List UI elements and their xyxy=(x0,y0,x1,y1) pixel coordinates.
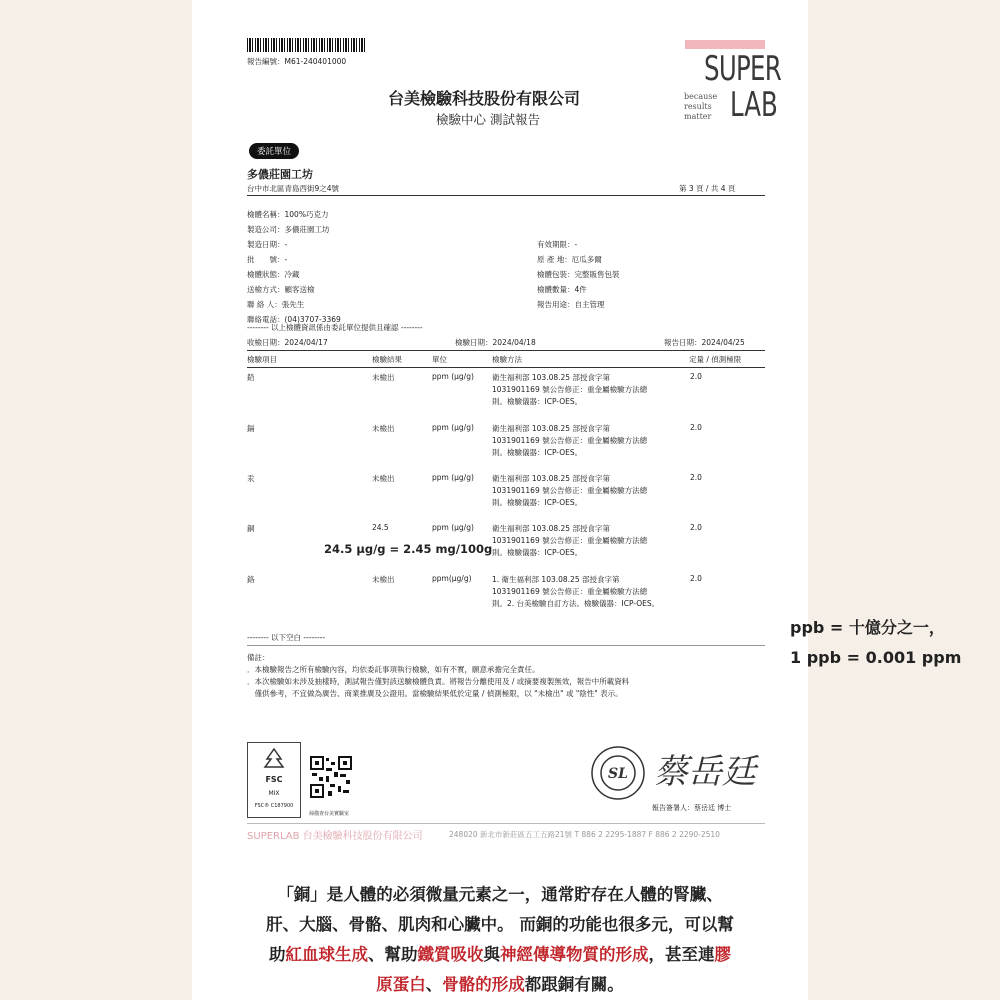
copper-conversion: 24.5 μg/g = 2.45 mg/100g xyxy=(324,542,493,556)
table-row-unit: ppm(μg/g) xyxy=(432,574,472,583)
table-row-unit: ppm (μg/g) xyxy=(432,423,474,432)
header-result: 檢驗結果 xyxy=(372,355,402,364)
table-row-limit: 2.0 xyxy=(690,523,702,532)
divider xyxy=(247,350,765,351)
client-badge: 委託單位 xyxy=(249,143,299,159)
table-row-method: 衛生福利部 103.08.25 部授食字第 1031901169 號公告修正：重金屬檢驗方法總 則。檢驗儀器：ICP-OES。 xyxy=(492,424,648,457)
footer-brand: SUPERLAB 台美檢驗科技股份有限公司 xyxy=(247,831,423,842)
signer-name: 報告簽署人：蔡岳廷 博士 xyxy=(652,804,732,812)
sample-info-left: 檢體名稱：100%巧克力 製造公司：多儂莊園工坊 製造日期：- 批 號：- 檢體狀態：冷藏 送檢方式：顧客送檢 聯 絡 人：張先生 聯絡電話：(04)3707-3369 xyxy=(247,210,341,324)
signature: 蔡岳廷 xyxy=(654,752,756,792)
logo-accent-bar xyxy=(685,40,765,49)
table-row-result: 未檢出 xyxy=(372,373,395,382)
report-subtitle: 檢驗中心 測試報告 xyxy=(436,112,540,127)
header-unit: 單位 xyxy=(432,355,447,364)
header-limit: 定量 / 偵測極限 xyxy=(689,355,742,364)
table-row-limit: 2.0 xyxy=(690,423,702,432)
header-item: 檢驗項目 xyxy=(247,355,277,364)
received-date: 收檢日期：2024/04/17 xyxy=(247,338,328,347)
tree-icon xyxy=(259,747,289,771)
report-sheet xyxy=(192,0,808,1000)
ppb-note: ppb = 十億分之一， 1 ppb = 0.001 ppm xyxy=(790,618,962,667)
table-row-item: 銅 xyxy=(247,524,255,533)
table-row-limit: 2.0 xyxy=(690,473,702,482)
table-row-method: 衛生福利部 103.08.25 部授食字第 1031901169 號公告修正：重金屬檢驗方法總 則。檢驗儀器：ICP-OES。 xyxy=(492,474,648,507)
qr-code[interactable] xyxy=(310,748,352,806)
table-row-limit: 2.0 xyxy=(690,372,702,381)
divider xyxy=(247,195,765,196)
table-row-result: 未檢出 xyxy=(372,474,395,483)
tested-date: 檢驗日期：2024/04/18 xyxy=(455,338,536,347)
table-row-method: 1. 衛生福利部 103.08.25 部授食字第 1031901169 號公告修正：重金屬檢驗方法總 則。2. 台美檢驗自訂方法。檢驗儀器：ICP-OES。 xyxy=(492,575,660,608)
client-name: 多儂莊園工坊 xyxy=(247,168,313,181)
caption-line-2: 肝、大腦、骨骼、肌肉和心臟中。 而銅的功能也很多元，可以幫 xyxy=(266,915,734,934)
client-address: 台中市北區青島西街9之4號 xyxy=(247,184,340,193)
footer-address: 248020 新北市新莊區五工五路21號 T 886 2 2295-1887 F 886 2 2290-2510 xyxy=(449,830,720,839)
table-row-result: 24.5 xyxy=(372,523,389,532)
table-row-item: 鉻 xyxy=(247,575,255,584)
table-row-item: 鎘 xyxy=(247,424,255,433)
sample-info-right: 有效期限：- 原 產 地：厄瓜多爾 檢體包裝：完整販售包裝 檢體數量：4件 報告用途：自主管理 xyxy=(537,240,620,309)
table-row-item: 鉛 xyxy=(247,373,255,382)
caption-line-4: 原蛋白、骨骼的形成都跟銅有關。 xyxy=(376,975,624,994)
table-row-result: 未檢出 xyxy=(372,424,395,433)
logo-tagline: because results matter xyxy=(684,92,718,121)
caption-line-3: 助紅血球生成、幫助鐵質吸收與神經傳導物質的形成，甚至連膠 xyxy=(269,945,731,964)
divider xyxy=(247,367,765,368)
table-row-limit: 2.0 xyxy=(690,574,702,583)
provided-note: -------- 以上檢體資訊係由委託單位提供且確認 -------- xyxy=(247,323,423,332)
table-row-method: 衛生福利部 103.08.25 部授食字第 1031901169 號公告修正：重金屬檢驗方法總 則。檢驗儀器：ICP-OES。 xyxy=(492,524,648,557)
divider xyxy=(247,645,765,646)
barcode xyxy=(247,38,365,52)
fsc-logo: FSC MIX FSC® C187900 xyxy=(247,742,301,818)
svg-text:SL: SL xyxy=(608,766,628,782)
notes: 備註： ．本檢驗報告之所有檢驗內容，均依委託事項執行檢驗，如有不實，願意承擔完全責任。 ．本次檢驗如未涉及抽樣時，測試報告僅對該送驗檢體負責。將報告分離使用及 / 或摘要複製無效，報告中所載資料 僅供參考，不宜做為廣告、商業推廣及公證用。當檢驗結果低於定量 / 偵測極限，以 "未檢出" 或 "陰性" 表示。 xyxy=(247,653,630,698)
table-row-item: 汞 xyxy=(247,474,255,483)
reported-date: 報告日期：2024/04/25 xyxy=(664,338,745,347)
company-name: 台美檢驗科技股份有限公司 xyxy=(388,89,581,108)
table-row-unit: ppm (μg/g) xyxy=(432,473,474,482)
table-row-unit: ppm (μg/g) xyxy=(432,523,474,532)
table-row-result: 未檢出 xyxy=(372,575,395,584)
caption-line-1: 「銅」是人體的必須微量元素之一，通常貯存在人體的腎臟、 xyxy=(277,885,723,904)
report-number: 報告編號：M61-240401000 xyxy=(247,57,347,66)
page-number: 第 3 頁 / 共 4 頁 xyxy=(679,184,736,193)
blank-line: -------- 以下空白 -------- xyxy=(247,633,326,642)
logo-super: SUPER xyxy=(704,49,782,89)
qr-caption: 掃描查台美實驗室 xyxy=(309,811,350,817)
table-row-method: 衛生福利部 103.08.25 部授食字第 1031901169 號公告修正：重金屬檢驗方法總 則。檢驗儀器：ICP-OES。 xyxy=(492,373,648,406)
logo-lab: LAB xyxy=(730,85,778,125)
divider xyxy=(247,823,765,824)
header-method: 檢驗方法 xyxy=(492,355,522,364)
table-row-unit: ppm (μg/g) xyxy=(432,372,474,381)
seal-icon xyxy=(590,745,646,801)
